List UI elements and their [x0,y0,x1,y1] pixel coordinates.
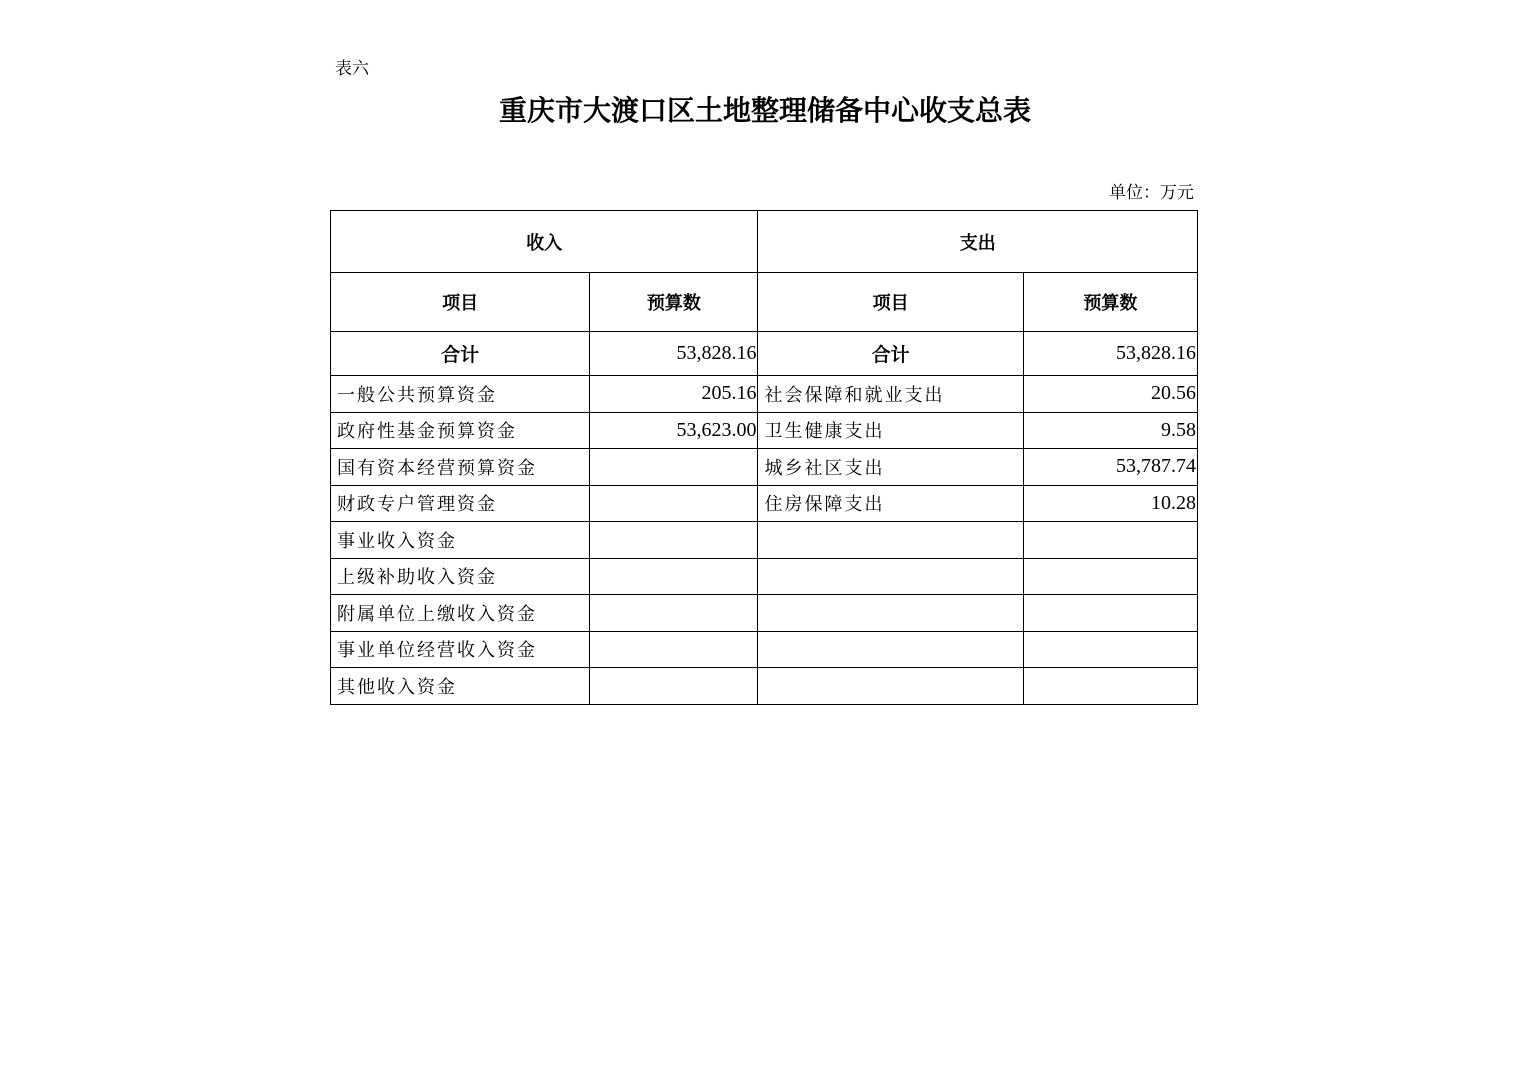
expense-header: 支出 [758,211,1198,273]
income-item: 一般公共预算资金 [331,376,590,413]
income-value [590,558,758,595]
table-row [331,595,1198,632]
income-budget-column-header: 预算数 [590,273,758,332]
income-value [590,485,758,522]
table-row [331,522,1198,559]
income-value [590,449,758,486]
income-item: 国有资本经营预算资金 [331,449,590,486]
expense-value: 9.58 [1023,412,1197,449]
table-row [331,485,1198,522]
income-header: 收入 [331,211,758,273]
income-item: 事业单位经营收入资金 [331,631,590,668]
expense-value [1023,558,1197,595]
table-label: 表六 [335,59,369,79]
table-row [331,668,1198,705]
income-value: 205.16 [590,376,758,413]
income-total-label: 合计 [331,332,590,376]
table-row [331,558,1198,595]
income-item: 事业收入资金 [331,522,590,559]
income-value [590,595,758,632]
expense-total-value: 53,828.16 [1023,332,1197,376]
expense-value: 20.56 [1023,376,1197,413]
income-value [590,668,758,705]
income-item: 政府性基金预算资金 [331,412,590,449]
expense-item [758,595,1023,632]
income-item-column-header: 项目 [331,273,590,332]
table-header-row [331,211,1198,273]
expense-item [758,631,1023,668]
expense-value: 53,787.74 [1023,449,1197,486]
expense-item [758,522,1023,559]
expense-item: 城乡社区支出 [758,449,1023,486]
expense-item [758,668,1023,705]
expense-value [1023,668,1197,705]
expense-item: 社会保障和就业支出 [758,376,1023,413]
expense-total-label: 合计 [758,332,1023,376]
page-title: 重庆市大渡口区土地整理储备中心收支总表 [498,94,1031,127]
expense-value [1023,631,1197,668]
expense-budget-column-header: 预算数 [1023,273,1197,332]
total-row [331,332,1198,376]
expense-value [1023,522,1197,559]
income-value: 53,623.00 [590,412,758,449]
expense-item: 卫生健康支出 [758,412,1023,449]
income-total-value: 53,828.16 [590,332,758,376]
expense-value [1023,595,1197,632]
income-item: 上级补助收入资金 [331,558,590,595]
income-item: 其他收入资金 [331,668,590,705]
expense-item: 住房保障支出 [758,485,1023,522]
unit-label: 单位：万元 [1109,183,1194,203]
expense-item-column-header: 项目 [758,273,1023,332]
table-row [331,412,1198,449]
income-item: 附属单位上缴收入资金 [331,595,590,632]
income-value [590,631,758,668]
table-row [331,376,1198,413]
income-value [590,522,758,559]
table-row [331,449,1198,486]
income-expense-table [330,210,1198,705]
expense-item [758,558,1023,595]
column-header-row [331,273,1198,332]
table-row [331,631,1198,668]
expense-value: 10.28 [1023,485,1197,522]
income-item: 财政专户管理资金 [331,485,590,522]
